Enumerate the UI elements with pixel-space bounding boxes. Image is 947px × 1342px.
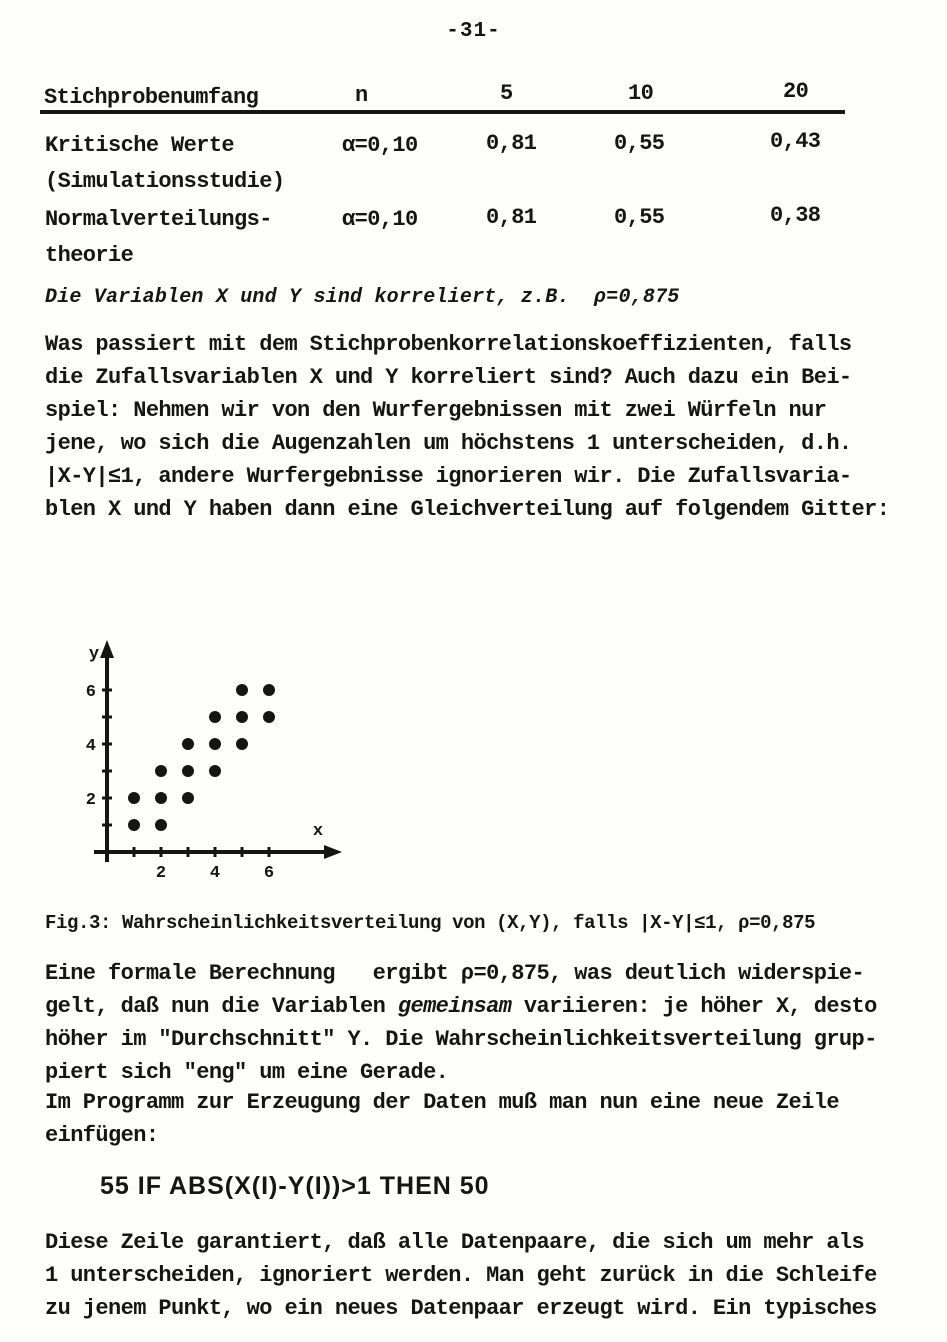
table-header-stichprobenumfang: Stichprobenumfang [44, 85, 259, 110]
table-header-10: 10 [628, 81, 654, 106]
cell-n5: 0,81 [486, 131, 537, 156]
text-segment: gelt, daß nun die Variablen [45, 994, 398, 1019]
svg-text:6: 6 [85, 683, 96, 702]
text-line: höher im "Durchschnitt" Y. Die Wahrscheinlichkeitsverteilung grup- [45, 1027, 877, 1052]
text-line: Im Programm zur Erzeugung der Daten muß man nun eine neue Zeile [45, 1090, 839, 1115]
row-label-line1: Normalverteilungs- [45, 207, 272, 232]
svg-text:x: x [312, 822, 324, 841]
text-line: blen X und Y haben dann eine Gleichverteilung auf folgendem Gitter: [45, 497, 890, 522]
text-line: Diese Zeile garantiert, daß alle Datenpaare, die sich um mehr als [45, 1230, 865, 1255]
correlated-note: Die Variablen X und Y sind korreliert, z.B. ρ=0,875 [45, 286, 680, 309]
text-line: zu jenem Punkt, wo ein neues Datenpaar erzeugt wird. Ein typisches [45, 1296, 877, 1321]
table-header-5: 5 [500, 81, 513, 106]
text-line: 1 unterscheiden, ignoriert werden. Man geht zurück in die Schleife [45, 1263, 877, 1288]
text-line: Eine formale Berechnung ergibt ρ=0,875, was deutlich widerspie- [45, 961, 865, 986]
text-line: die Zufallsvariablen X und Y korreliert sind? Auch dazu ein Bei- [45, 365, 852, 390]
cell-n20: 0,38 [770, 203, 821, 228]
row-label-line2: (Simulationsstudie) [45, 169, 285, 194]
svg-text:2: 2 [85, 791, 96, 810]
svg-text:4: 4 [209, 864, 221, 883]
figure-caption: Fig.3: Wahrscheinlichkeitsverteilung von (X,Y), falls |X-Y|≤1, ρ=0,875 [45, 912, 816, 934]
text-line: piert sich "eng" um eine Gerade. [45, 1060, 449, 1085]
text-segment: variieren: je höher X, desto [511, 994, 877, 1019]
text-segment-italic: gemeinsam [397, 994, 512, 1019]
figure-chart [82, 622, 362, 887]
code-statement: 55 IF ABS(X(I)-Y(I))>1 THEN 50 [100, 1172, 490, 1200]
table-header-20: 20 [783, 79, 809, 104]
text-line: spiel: Nehmen wir von den Wurfergebnissen mit zwei Würfeln nur [45, 398, 827, 423]
page-number: -31- [446, 20, 501, 43]
row-label-line2: theorie [45, 243, 134, 268]
table-header-rule [40, 110, 845, 114]
text-line: jene, wo sich die Augenzahlen um höchstens 1 unterscheiden, d.h. [45, 431, 852, 456]
text-line: Was passiert mit dem Stichprobenkorrelationskoeffizienten, falls [45, 332, 852, 357]
svg-text:4: 4 [85, 737, 96, 756]
cell-alpha: α=0,10 [342, 133, 418, 158]
svg-text:y: y [88, 645, 100, 664]
text-line [45, 990, 877, 1023]
row-label-line1: Kritische Werte [45, 133, 235, 158]
cell-n10: 0,55 [614, 131, 665, 156]
text-line: einfügen: [45, 1123, 159, 1148]
text-line: |X-Y|≤1, andere Wurfergebnisse ignorieren wir. Die Zufallsvaria- [45, 464, 852, 489]
cell-n20: 0,43 [770, 129, 821, 154]
cell-alpha: α=0,10 [342, 207, 418, 232]
cell-n10: 0,55 [614, 205, 665, 230]
svg-text:6: 6 [263, 864, 275, 883]
cell-n5: 0,81 [486, 205, 537, 230]
svg-text:2: 2 [155, 864, 167, 883]
table-header-n: n [355, 83, 368, 108]
